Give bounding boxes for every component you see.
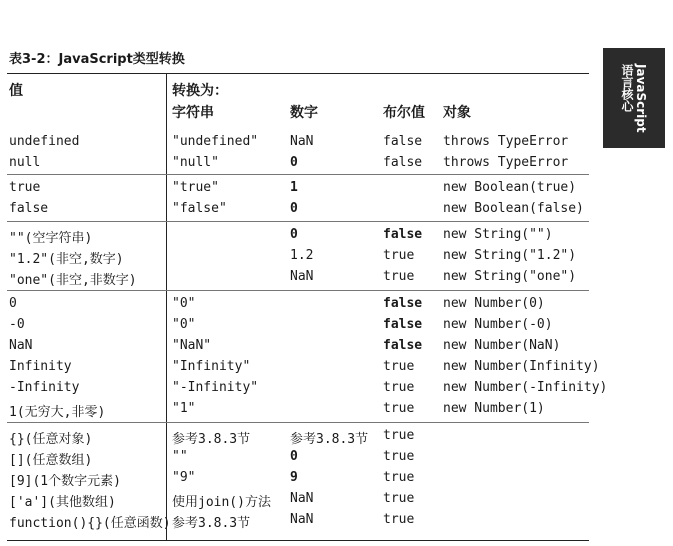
cell-number: 9 [290, 470, 298, 485]
cell-value: ""(空字符串) [9, 231, 93, 246]
cell-string: 参考3.8.3节 [172, 432, 251, 447]
cell-number: 0 [290, 155, 298, 170]
cell-string: "0" [172, 317, 196, 332]
cell-object: new Number(-0) [443, 317, 553, 332]
table-row [0, 132, 592, 153]
cell-value: {}(任意对象) [9, 432, 93, 447]
cell-string: "null" [172, 155, 219, 170]
cell-object: new Number(NaN) [443, 338, 561, 353]
cell-object: new Boolean(true) [443, 180, 577, 195]
table-row [0, 153, 592, 174]
cell-boolean: false [383, 134, 423, 149]
table-top-rule [7, 73, 589, 74]
table-bottom-rule [7, 540, 589, 541]
cell-value: false [9, 201, 49, 216]
cell-boolean: true [383, 380, 415, 395]
cell-object: new String("") [443, 227, 553, 242]
cell-string: "Infinity" [172, 359, 251, 374]
table-row [0, 315, 592, 336]
cell-number: 1 [290, 180, 298, 195]
cell-boolean: false [383, 317, 423, 332]
cell-value: function(){}(任意函数) [9, 516, 171, 531]
table-row [0, 246, 592, 267]
cell-value: [9](1个数字元素) [9, 474, 121, 489]
table-row [0, 178, 592, 199]
cell-object: new Number(-Infinity) [443, 380, 608, 395]
chapter-side-tab [603, 48, 665, 148]
cell-value: undefined [9, 134, 80, 149]
table-row [0, 357, 600, 378]
table-row [0, 199, 592, 220]
header-object: 对象 [443, 105, 471, 121]
header-string: 字符串 [172, 105, 214, 121]
table-row [0, 447, 592, 468]
cell-string: 使用join()方法 [172, 495, 271, 510]
cell-string: "1" [172, 401, 196, 416]
cell-value: null [9, 155, 41, 170]
cell-value: true [9, 180, 41, 195]
cell-number: 参考3.8.3节 [290, 432, 369, 447]
cell-boolean: false [383, 227, 423, 242]
cell-boolean: false [383, 296, 423, 311]
cell-string: "undefined" [172, 134, 259, 149]
cell-object: new Boolean(false) [443, 201, 584, 216]
cell-object: new String("one") [443, 269, 577, 284]
cell-number: 0 [290, 449, 298, 464]
cell-object: throws TypeError [443, 134, 569, 149]
cell-value: "one"(非空,非数字) [9, 273, 137, 288]
header-value: 值 [9, 83, 23, 99]
cell-boolean: true [383, 359, 415, 374]
table-row [0, 336, 592, 357]
header-convert-to: 转换为： [172, 83, 228, 99]
cell-value: ['a'](其他数组) [9, 495, 116, 510]
table-row [0, 399, 592, 420]
group-separator [7, 290, 589, 291]
header-number: 数字 [290, 105, 318, 121]
table-row [0, 468, 592, 489]
table-row [0, 378, 608, 399]
header-boolean: 布尔值 [383, 105, 425, 121]
cell-string: "9" [172, 470, 196, 485]
cell-string: "false" [172, 201, 227, 216]
cell-number: 0 [290, 201, 298, 216]
table-row [0, 489, 592, 510]
side-tab-line2: 语言核心 [620, 63, 634, 112]
cell-string: "0" [172, 296, 196, 311]
cell-value: 1(无穷大,非零) [9, 405, 106, 420]
cell-boolean: true [383, 248, 415, 263]
cell-number: 1.2 [290, 248, 314, 263]
cell-value: NaN [9, 338, 33, 353]
cell-object: new String("1.2") [443, 248, 577, 263]
table-caption: 表3-2：JavaScript类型转换 [9, 52, 185, 67]
cell-value: -Infinity [9, 380, 80, 395]
group-separator [7, 221, 589, 222]
cell-number: NaN [290, 269, 314, 284]
cell-boolean: true [383, 269, 415, 284]
cell-boolean: true [383, 491, 415, 506]
side-tab-line1: JavaScript [634, 63, 648, 133]
table-row [0, 426, 592, 447]
table-row [0, 510, 592, 531]
cell-boolean: false [383, 155, 423, 170]
cell-value: "1.2"(非空,数字) [9, 252, 124, 267]
cell-string: "-Infinity" [172, 380, 259, 395]
cell-object: new Number(0) [443, 296, 545, 311]
table-row [0, 294, 592, 315]
cell-number: 0 [290, 227, 298, 242]
cell-boolean: false [383, 338, 423, 353]
cell-boolean: true [383, 401, 415, 416]
cell-number: NaN [290, 134, 314, 149]
cell-number: NaN [290, 491, 314, 506]
group-separator [7, 174, 589, 175]
table-row [0, 225, 592, 246]
table-row [0, 267, 592, 288]
cell-value: Infinity [9, 359, 72, 374]
cell-string: "" [172, 449, 188, 464]
cell-object: new Number(Infinity) [443, 359, 600, 374]
cell-value: [](任意数组) [9, 453, 93, 468]
cell-boolean: true [383, 449, 415, 464]
cell-boolean: true [383, 512, 415, 527]
cell-number: NaN [290, 512, 314, 527]
cell-string: "NaN" [172, 338, 212, 353]
cell-object: new Number(1) [443, 401, 545, 416]
cell-boolean: true [383, 470, 415, 485]
cell-value: -0 [9, 317, 25, 332]
cell-string: "true" [172, 180, 219, 195]
chapter-side-tab-label [620, 64, 648, 133]
cell-value: 0 [9, 296, 17, 311]
cell-string: 参考3.8.3节 [172, 516, 251, 531]
cell-object: throws TypeError [443, 155, 569, 170]
cell-boolean: true [383, 428, 415, 443]
group-separator [7, 422, 589, 423]
